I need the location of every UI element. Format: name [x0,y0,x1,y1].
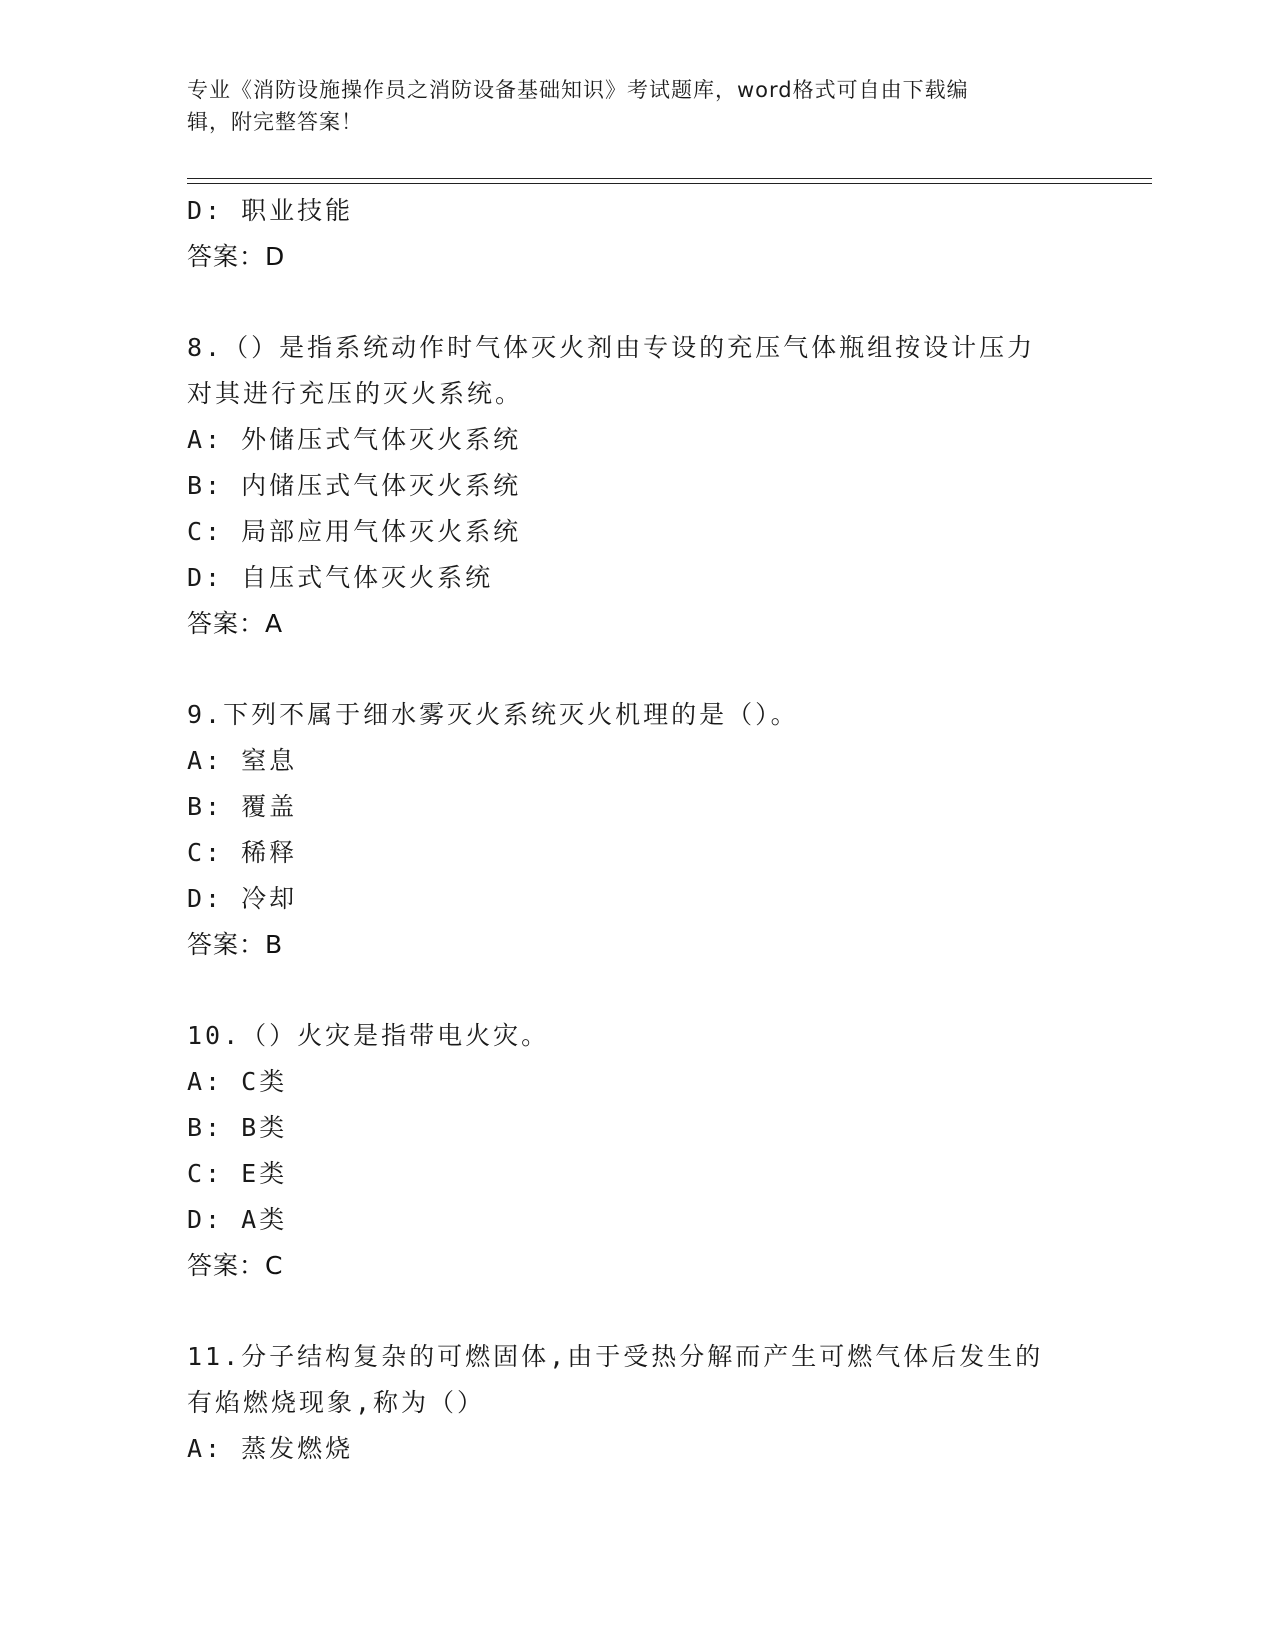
answer-label: 答案：B [187,930,284,959]
question-block-8 [187,325,1087,647]
option-c: C: E类 [187,1159,288,1188]
question-stem: 10.（）火灾是指带电火灾。 [187,1021,550,1050]
option-a: A: 外储压式气体灭火系统 [187,425,522,454]
question-stem-continued: 有焰燃烧现象,称为（） [187,1388,486,1417]
option-c: C: 稀释 [187,838,298,867]
question-stem: 8.（）是指系统动作时气体灭火剂由专设的充压气体瓶组按设计压力 [187,333,1036,362]
spacer [187,968,1087,1013]
header-divider-top [187,178,1152,179]
header-title-line-2: 辑，附完整答案！ [187,110,363,134]
option-d: D: 自压式气体灭火系统 [187,563,494,592]
question-block-11 [187,1334,1087,1472]
spacer [187,280,1087,325]
header-title-line-1: 专业《消防设施操作员之消防设备基础知识》考试题库，word格式可自由下载编 [187,78,969,102]
question-list [187,188,1087,1472]
question-stem: 11.分子结构复杂的可燃固体,由于受热分解而产生可燃气体后发生的 [187,1342,1044,1371]
option-b: B: B类 [187,1113,288,1142]
spacer [187,647,1087,692]
answer-label: 答案：A [187,609,284,638]
question-stem-continued: 对其进行充压的灭火系统。 [187,379,524,408]
option-b: B: 覆盖 [187,792,298,821]
option-a: A: 窒息 [187,746,298,775]
option-a: A: C类 [187,1067,288,1096]
option-d: D: 职业技能 [187,196,354,225]
question-stem: 9.下列不属于细水雾灭火系统灭火机理的是（）。 [187,700,799,729]
question-block-7 [187,188,1087,280]
spacer [187,1289,1087,1334]
answer-label: 答案：C [187,1251,284,1280]
option-a: A: 蒸发燃烧 [187,1434,354,1463]
option-d: D: A类 [187,1205,288,1234]
header-divider-bottom [187,183,1152,184]
option-d: D: 冷却 [187,884,298,913]
question-block-9 [187,692,1087,968]
question-block-10 [187,1013,1087,1289]
document-header [187,74,1067,138]
option-b: B: 内储压式气体灭火系统 [187,471,522,500]
answer-label: 答案：D [187,242,286,271]
option-c: C: 局部应用气体灭火系统 [187,517,522,546]
